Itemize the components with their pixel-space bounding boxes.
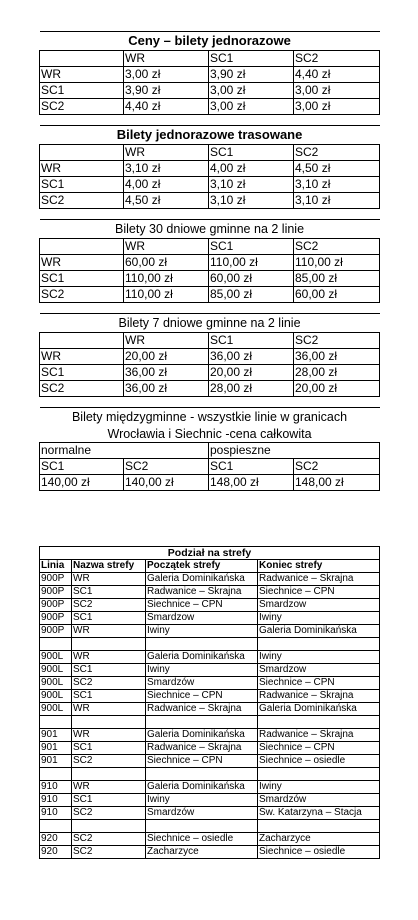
zone-row xyxy=(40,677,380,690)
zone-row xyxy=(40,794,380,807)
price-cell: 3,90 zł xyxy=(209,67,294,83)
header-row xyxy=(40,239,380,255)
zone-name: WR xyxy=(72,625,146,638)
price-row xyxy=(40,381,380,397)
column-header: SC2 xyxy=(294,239,380,255)
column-header xyxy=(40,239,124,255)
price-cell: 36,00 zł xyxy=(124,381,209,397)
line-number: 900P xyxy=(40,599,72,612)
section-title-row xyxy=(40,126,380,145)
spacer-cell xyxy=(72,716,146,729)
group-normal: normalne xyxy=(40,443,209,459)
zone-row xyxy=(40,625,380,638)
zone-start: Radwanice – Skrajna xyxy=(146,703,258,716)
zone-end: Smardzow xyxy=(258,599,380,612)
price-cell: 3,10 zł xyxy=(209,177,294,193)
line-number: 901 xyxy=(40,755,72,768)
column-header: WR xyxy=(124,145,209,161)
zone-row xyxy=(40,729,380,742)
section-title-row xyxy=(40,220,380,239)
price-cell: 60,00 zł xyxy=(124,255,209,271)
price-row xyxy=(40,271,380,287)
line-number: 900L xyxy=(40,703,72,716)
zone-start: Radwanice – Skrajna xyxy=(146,742,258,755)
group-row xyxy=(40,443,380,459)
price-row xyxy=(40,349,380,365)
zone-label: SC1 xyxy=(40,365,124,381)
line-number: 920 xyxy=(40,846,72,859)
zone-name: SC1 xyxy=(72,664,146,677)
zone-label: SC1 xyxy=(40,177,124,193)
column-header xyxy=(40,333,124,349)
column-header: Początek strefy xyxy=(146,560,258,573)
zone-row xyxy=(40,781,380,794)
zone-row xyxy=(40,612,380,625)
zone-name: SC2 xyxy=(72,677,146,690)
price-cell: 3,00 zł xyxy=(209,99,294,115)
zones-spacer-row xyxy=(40,820,380,833)
price-cell: 28,00 zł xyxy=(209,381,294,397)
price-cell: 110,00 zł xyxy=(294,255,380,271)
zones-header-row xyxy=(40,560,380,573)
zone-start: Smardzów xyxy=(146,807,258,820)
zone-start: Smardzów xyxy=(146,677,258,690)
section-title: Bilety 30 dniowe gminne na 2 linie xyxy=(40,220,380,239)
line-number: 900P xyxy=(40,586,72,599)
price-cell: 3,10 zł xyxy=(124,161,209,177)
price-cell: 20,00 zł xyxy=(124,349,209,365)
spacer-cell xyxy=(72,768,146,781)
header-row xyxy=(40,459,380,475)
section-title: Bilety międzygminne - wszystkie linie w granicach xyxy=(40,408,380,427)
section-title-row xyxy=(40,408,380,427)
price-cell: 3,10 zł xyxy=(294,177,380,193)
section-gap xyxy=(40,397,380,408)
line-number: 901 xyxy=(40,729,72,742)
column-header: Koniec strefy xyxy=(258,560,380,573)
zone-row xyxy=(40,755,380,768)
spacer-cell xyxy=(40,638,72,651)
zone-start: Iwiny xyxy=(146,625,258,638)
zone-start: Iwiny xyxy=(146,794,258,807)
zone-name: WR xyxy=(72,573,146,586)
price-row xyxy=(40,99,380,115)
price-cell: 110,00 zł xyxy=(209,255,294,271)
line-number: 910 xyxy=(40,794,72,807)
price-row xyxy=(40,475,380,491)
column-header: SC2 xyxy=(294,333,380,349)
spacer-cell xyxy=(146,716,258,729)
zone-row xyxy=(40,703,380,716)
price-cell: 36,00 zł xyxy=(124,365,209,381)
price-cell: 3,00 zł xyxy=(209,83,294,99)
zone-row xyxy=(40,807,380,820)
section-title-row xyxy=(40,426,380,443)
spacer-cell xyxy=(146,768,258,781)
zone-label: SC1 xyxy=(40,83,124,99)
header-row xyxy=(40,145,380,161)
zone-start: Siechnice – CPN xyxy=(146,690,258,703)
price-tables xyxy=(39,31,379,491)
zone-label: SC2 xyxy=(40,193,124,209)
zone-name: WR xyxy=(72,703,146,716)
header-row xyxy=(40,51,380,67)
zone-end: Iwiny xyxy=(258,781,380,794)
price-table xyxy=(39,31,380,491)
column-header: SC1 xyxy=(209,459,294,475)
spacer-cell xyxy=(72,820,146,833)
gap-cell xyxy=(40,209,380,220)
spacer-cell xyxy=(258,768,380,781)
zone-row xyxy=(40,846,380,859)
zones-spacer-row xyxy=(40,768,380,781)
section-title: Ceny – bilety jednorazowe xyxy=(40,32,380,51)
zone-name: SC1 xyxy=(72,612,146,625)
spacer-cell xyxy=(258,820,380,833)
zone-row xyxy=(40,573,380,586)
spacer-cell xyxy=(258,716,380,729)
spacer-cell xyxy=(40,768,72,781)
column-header: SC2 xyxy=(124,459,209,475)
section-subtitle: Wrocławia i Siechnic -cena całkowita xyxy=(107,427,312,441)
zone-start: Galeria Dominikańska xyxy=(146,729,258,742)
price-cell: 4,40 zł xyxy=(294,67,380,83)
line-number: 900L xyxy=(40,664,72,677)
zone-start: Galeria Dominikańska xyxy=(146,573,258,586)
spacer-cell xyxy=(146,638,258,651)
price-cell: 4,50 zł xyxy=(294,161,380,177)
section-title-row xyxy=(40,314,380,333)
price-cell: 85,00 zł xyxy=(209,287,294,303)
price-cell: 110,00 zł xyxy=(124,287,209,303)
section-gap xyxy=(40,303,380,314)
price-row xyxy=(40,67,380,83)
spacer-cell xyxy=(258,638,380,651)
zone-end: Iwiny xyxy=(258,651,380,664)
zones-section xyxy=(39,546,379,859)
column-header: WR xyxy=(124,333,209,349)
zone-end: Galeria Dominikańska xyxy=(258,703,380,716)
zone-end: Smardzow xyxy=(258,664,380,677)
section-title-row xyxy=(40,32,380,51)
zone-end: Iwiny xyxy=(258,612,380,625)
price-row xyxy=(40,287,380,303)
price-cell: 20,00 zł xyxy=(209,365,294,381)
price-cell: 3,10 zł xyxy=(209,193,294,209)
zone-label: SC2 xyxy=(40,381,124,397)
column-header: WR xyxy=(124,239,209,255)
line-number: 910 xyxy=(40,781,72,794)
price-cell: 3,00 zł xyxy=(124,67,209,83)
line-number: 900L xyxy=(40,677,72,690)
price-cell: 85,00 zł xyxy=(294,271,380,287)
column-header: SC2 xyxy=(294,459,380,475)
zones-title-row xyxy=(40,547,380,560)
price-cell: 28,00 zł xyxy=(294,365,380,381)
line-number: 900L xyxy=(40,651,72,664)
price-cell: 36,00 zł xyxy=(294,349,380,365)
zones-spacer-row xyxy=(40,716,380,729)
gap-cell xyxy=(40,397,380,408)
spacer-cell xyxy=(40,716,72,729)
zone-row xyxy=(40,833,380,846)
zone-label: SC1 xyxy=(40,271,124,287)
zone-end: Radwanice – Skrajna xyxy=(258,729,380,742)
zone-label: WR xyxy=(40,255,124,271)
price-cell: 3,00 zł xyxy=(294,83,380,99)
zone-label: WR xyxy=(40,349,124,365)
zone-start: Siechnice – osiedle xyxy=(146,833,258,846)
price-cell: 4,50 zł xyxy=(124,193,209,209)
zone-label: WR xyxy=(40,161,124,177)
price-cell: 60,00 zł xyxy=(294,287,380,303)
zone-label: SC2 xyxy=(40,287,124,303)
zone-name: SC2 xyxy=(72,807,146,820)
price-row xyxy=(40,365,380,381)
price-cell: 140,00 zł xyxy=(124,475,209,491)
spacer-cell xyxy=(72,638,146,651)
zone-label: WR xyxy=(40,67,124,83)
line-number: 901 xyxy=(40,742,72,755)
price-cell: 3,00 zł xyxy=(294,99,380,115)
zone-name: SC2 xyxy=(72,755,146,768)
zone-row xyxy=(40,690,380,703)
zone-end: Galeria Dominikańska xyxy=(258,625,380,638)
price-cell: 148,00 zł xyxy=(294,475,380,491)
price-cell: 110,00 zł xyxy=(124,271,209,287)
price-row xyxy=(40,177,380,193)
zone-end: Siechnice – osiedle xyxy=(258,846,380,859)
zone-name: SC1 xyxy=(72,794,146,807)
line-number: 900P xyxy=(40,625,72,638)
zone-start: Zacharzyce xyxy=(146,846,258,859)
column-header xyxy=(40,145,124,161)
price-cell: 4,00 zł xyxy=(209,161,294,177)
price-row xyxy=(40,255,380,271)
column-header xyxy=(40,51,124,67)
zone-end: Siechnice – CPN xyxy=(258,677,380,690)
price-cell: 3,10 zł xyxy=(294,193,380,209)
zone-end: Zacharzyce xyxy=(258,833,380,846)
zone-name: SC1 xyxy=(72,742,146,755)
column-header: SC1 xyxy=(209,333,294,349)
zone-end: Radwanice – Skrajna xyxy=(258,690,380,703)
line-number: 910 xyxy=(40,807,72,820)
zone-end: Siechnice – CPN xyxy=(258,742,380,755)
price-cell: 20,00 zł xyxy=(294,381,380,397)
line-number: 920 xyxy=(40,833,72,846)
section-gap xyxy=(40,209,380,220)
gap-cell xyxy=(40,115,380,126)
zone-name: WR xyxy=(72,729,146,742)
column-header: SC1 xyxy=(209,239,294,255)
zone-name: SC2 xyxy=(72,833,146,846)
zone-name: SC2 xyxy=(72,599,146,612)
zone-start: Galeria Dominikańska xyxy=(146,651,258,664)
section-title: Bilety jednorazowe trasowane xyxy=(40,126,380,145)
price-cell: 4,40 zł xyxy=(124,99,209,115)
price-cell: 60,00 zł xyxy=(209,271,294,287)
column-header: SC2 xyxy=(294,145,380,161)
zone-row xyxy=(40,586,380,599)
zone-start: Siechnice – CPN xyxy=(146,599,258,612)
zone-end: Radwanice – Skrajna xyxy=(258,573,380,586)
zone-row xyxy=(40,742,380,755)
column-header: SC1 xyxy=(209,51,294,67)
header-row xyxy=(40,333,380,349)
zone-end: Siechnice – osiedle xyxy=(258,755,380,768)
price-cell: 4,00 zł xyxy=(124,177,209,193)
column-header: SC1 xyxy=(40,459,124,475)
price-cell: 140,00 zł xyxy=(40,475,124,491)
column-header: Linia xyxy=(40,560,72,573)
zone-name: WR xyxy=(72,651,146,664)
price-cell: 36,00 zł xyxy=(209,349,294,365)
price-row xyxy=(40,193,380,209)
price-cell: 3,90 zł xyxy=(124,83,209,99)
column-header: SC2 xyxy=(294,51,380,67)
price-row xyxy=(40,83,380,99)
zone-label: SC2 xyxy=(40,99,124,115)
line-number: 900L xyxy=(40,690,72,703)
zone-name: SC1 xyxy=(72,586,146,599)
zone-start: Radwanice – Skrajna xyxy=(146,586,258,599)
zone-row xyxy=(40,664,380,677)
zones-title: Podział na strefy xyxy=(40,547,380,560)
line-number: 900P xyxy=(40,612,72,625)
zone-start: Galeria Dominikańska xyxy=(146,781,258,794)
price-row xyxy=(40,161,380,177)
zone-row xyxy=(40,651,380,664)
column-header: SC1 xyxy=(209,145,294,161)
zone-row xyxy=(40,599,380,612)
zone-name: SC2 xyxy=(72,846,146,859)
section-gap xyxy=(40,115,380,126)
zones-table xyxy=(39,546,380,859)
zone-end: Św. Katarzyna – Stacja xyxy=(258,807,380,820)
zone-name: WR xyxy=(72,781,146,794)
column-header: WR xyxy=(124,51,209,67)
zone-end: Siechnice – CPN xyxy=(258,586,380,599)
zone-start: Siechnice – CPN xyxy=(146,755,258,768)
column-header: Nazwa strefy xyxy=(72,560,146,573)
zone-start: Smardzow xyxy=(146,612,258,625)
spacer-cell xyxy=(40,820,72,833)
zone-end: Smardzów xyxy=(258,794,380,807)
spacer-cell xyxy=(146,820,258,833)
zones-spacer-row xyxy=(40,638,380,651)
gap-cell xyxy=(40,303,380,314)
zone-start: Iwiny xyxy=(146,664,258,677)
price-cell: 148,00 zł xyxy=(209,475,294,491)
group-fast: pospieszne xyxy=(209,443,380,459)
section-title: Bilety 7 dniowe gminne na 2 linie xyxy=(40,314,380,333)
line-number: 900P xyxy=(40,573,72,586)
zone-name: SC1 xyxy=(72,690,146,703)
